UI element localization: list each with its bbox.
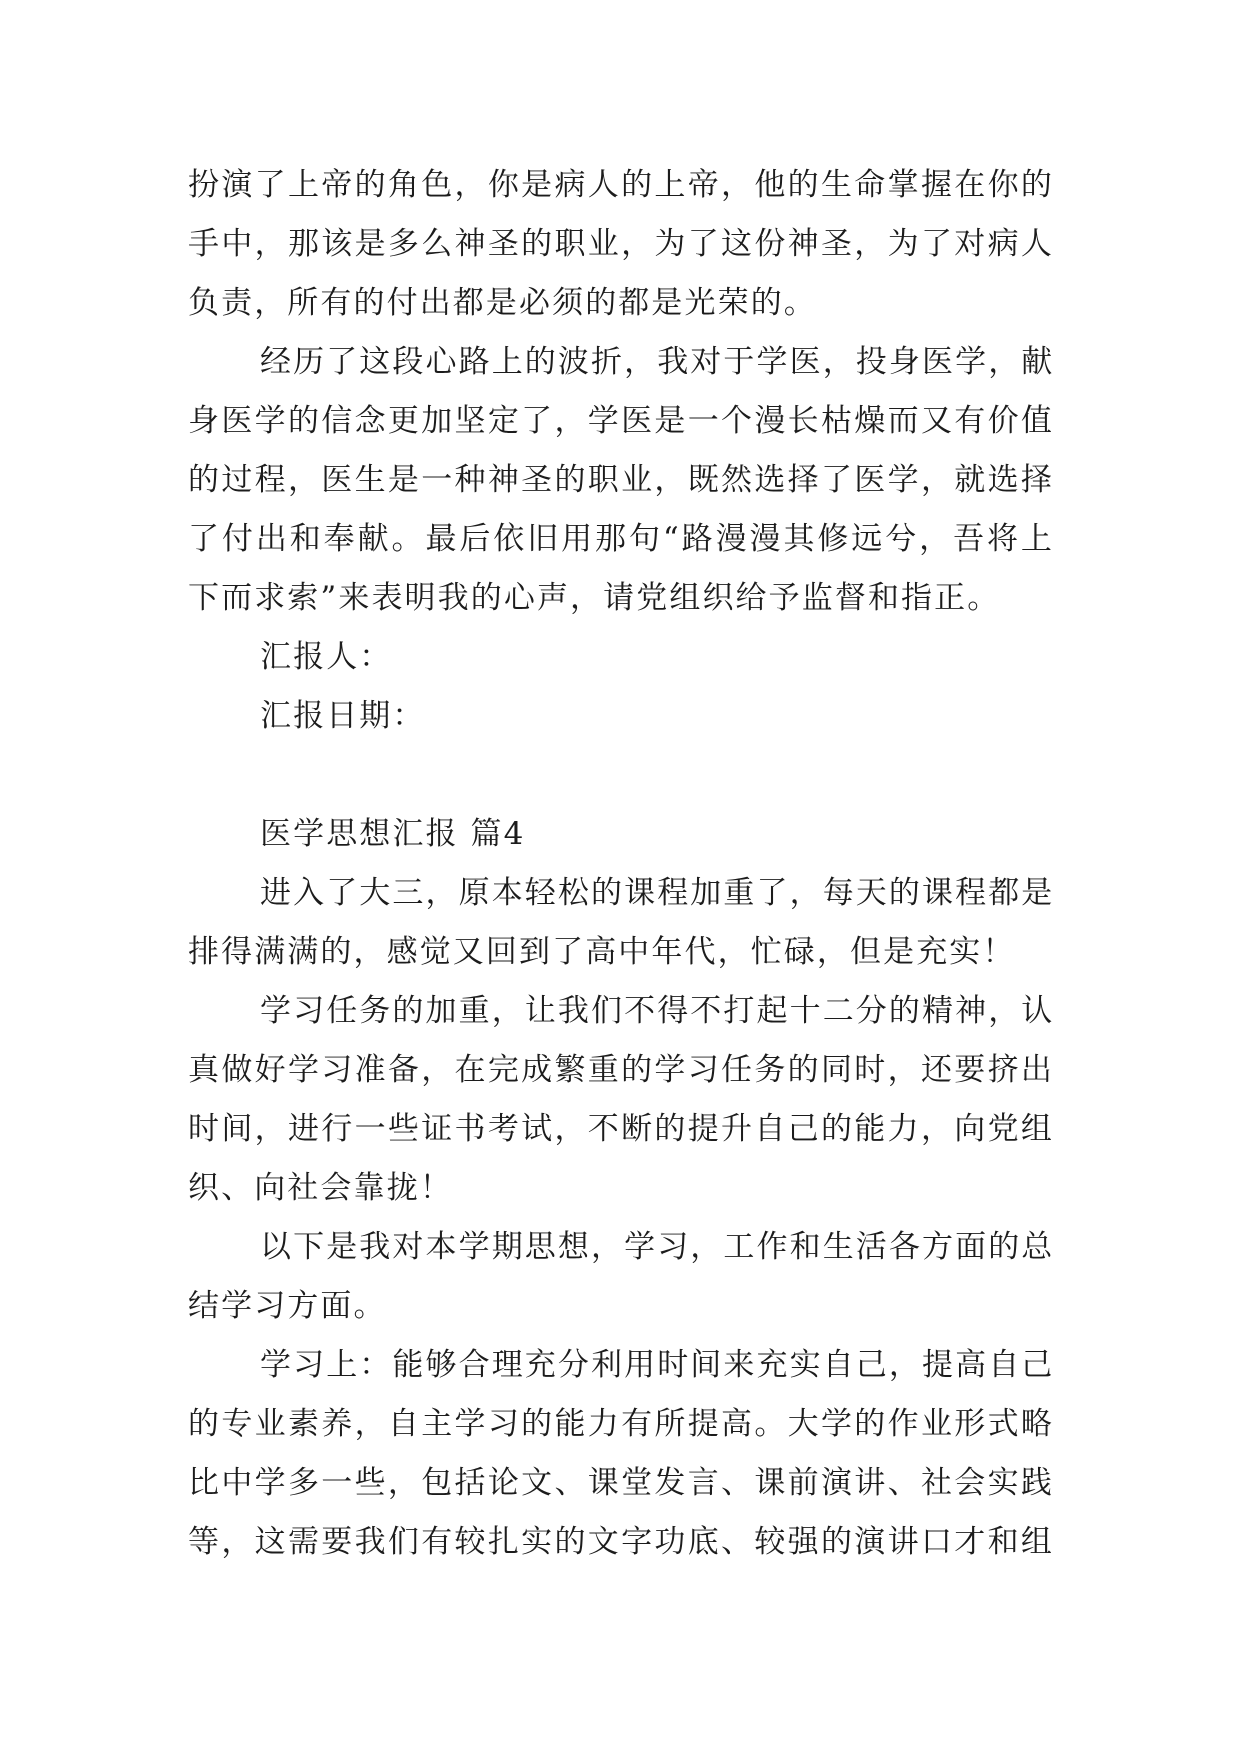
- text-line: 进入了大三，原本轻松的课程加重了，每天的课程都是: [260, 875, 1055, 911]
- text-line: 扮演了上帝的角色，你是病人的上帝，他的生命掌握在你的: [188, 167, 1054, 203]
- document-body: [188, 156, 1054, 1572]
- paragraph: [188, 982, 1054, 1218]
- text-line: 排得满满的，感觉又回到了高中年代，忙碌，但是充实！: [188, 934, 1016, 970]
- text-line: 手中，那该是多么神圣的职业，为了这份神圣，为了对病人: [188, 226, 1054, 262]
- text-line: 学习任务的加重，让我们不得不打起十二分的精神，认: [260, 993, 1055, 1029]
- text-line: 以下是我对本学期思想，学习，工作和生活各方面的总: [260, 1229, 1055, 1265]
- text-line: 等，这需要我们有较扎实的文字功底、较强的演讲口才和组: [188, 1524, 1054, 1560]
- text-line: 时间，进行一些证书考试，不断的提升自己的能力，向党组: [188, 1111, 1054, 1147]
- text-line: 经历了这段心路上的波折，我对于学医，投身医学，献: [260, 344, 1055, 380]
- text-line: 真做好学习准备，在完成繁重的学习任务的同时，还要挤出: [188, 1052, 1054, 1088]
- report-date-label: 汇报日期：: [260, 698, 426, 734]
- reporter-label: 汇报人：: [260, 639, 393, 675]
- paragraph: [188, 864, 1054, 982]
- text-line: 负责，所有的付出都是必须的都是光荣的。: [188, 285, 817, 321]
- text-line: 比中学多一些，包括论文、课堂发言、课前演讲、社会实践: [188, 1465, 1054, 1501]
- text-line: 学习上：能够合理充分利用时间来充实自己，提高自己: [260, 1347, 1055, 1383]
- paragraph: [188, 1218, 1054, 1336]
- paragraph: [188, 156, 1054, 333]
- text-line: 的专业素养，自主学习的能力有所提高。大学的作业形式略: [188, 1406, 1054, 1442]
- text-line: 下而求索”来表明我的心声，请党组织给予监督和指正。: [188, 580, 1001, 616]
- paragraph: [188, 1336, 1054, 1572]
- paragraph: [188, 333, 1054, 628]
- text-line: 织、向社会靠拢！: [188, 1170, 453, 1206]
- section-gap: [188, 746, 1054, 805]
- text-line: 结学习方面。: [188, 1288, 387, 1324]
- text-line: 了付出和奉献。最后依旧用那句“路漫漫其修远兮，吾将上: [188, 521, 1054, 557]
- text-line: 的过程，医生是一种神圣的职业，既然选择了医学，就选择: [188, 462, 1054, 498]
- text-line: 身医学的信念更加坚定了，学医是一个漫长枯燥而又有价值: [188, 403, 1054, 439]
- section-heading: 医学思想汇报 篇4: [260, 816, 526, 852]
